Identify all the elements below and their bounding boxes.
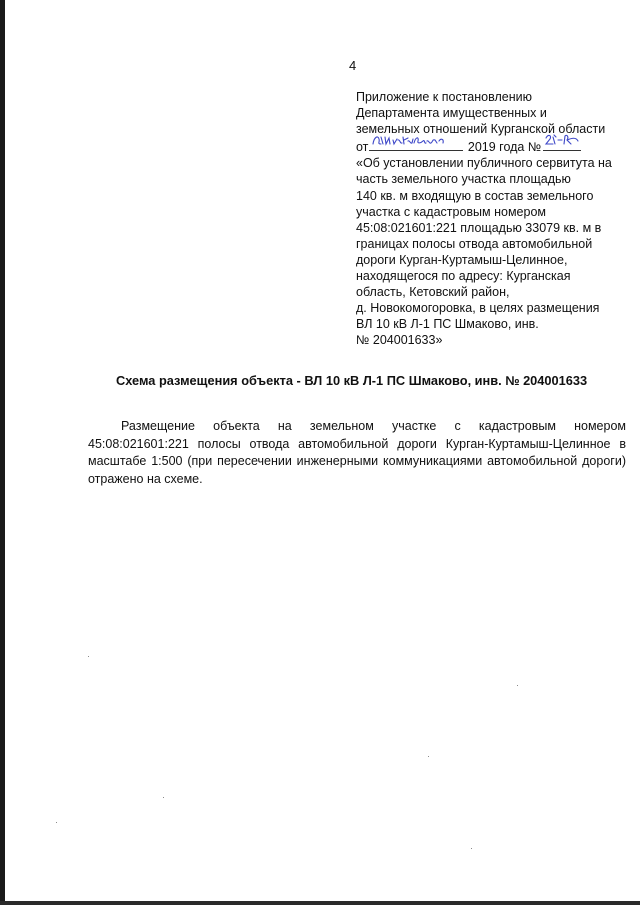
appendix-line: «Об установлении публичного сервитута на <box>356 156 612 171</box>
appendix-line: ВЛ 10 кВ Л-1 ПС Шмаково, инв. <box>356 317 539 332</box>
scan-edge-bottom <box>0 901 640 905</box>
handwritten-date <box>369 137 463 151</box>
appendix-block <box>356 89 626 349</box>
appendix-line: дороги Курган-Куртамыш-Целинное, <box>356 252 568 267</box>
appendix-line: № 204001633» <box>356 333 443 348</box>
appendix-line: 45:08:021601:221 площадью 33079 кв. м в <box>356 220 602 235</box>
appendix-line: Департамента имущественных и <box>356 106 547 121</box>
appendix-line: 140 кв. м входящую в состав земельного <box>356 188 594 203</box>
handwritten-date-signature <box>369 131 463 149</box>
body-paragraph: Размещение объекта на земельном участке с кадастровым номером 45:08:021601:221 полосы отвода автомобильной дороги Курган-Куртамыш-Целинное в масштабе 1:500 (при пересечении инженерными коммуникациями автомобильной дороги) отражено на схеме. <box>88 419 626 486</box>
date-prefix: от <box>356 140 369 155</box>
appendix-date-line <box>356 137 626 155</box>
appendix-line: земельных отношений Курганской области <box>356 122 606 137</box>
appendix-line: область, Кетовский район, <box>356 285 510 300</box>
handwritten-number-signature <box>543 131 581 149</box>
scan-speck <box>88 656 89 657</box>
scan-edge-left <box>0 0 5 905</box>
appendix-line: находящегося по адресу: Курганская <box>356 269 571 284</box>
appendix-line: д. Новокомогоровка, в целях размещения <box>356 301 600 316</box>
scan-speck <box>163 797 164 798</box>
year-number-label: 2019 года № <box>467 140 542 155</box>
appendix-line: границах полосы отвода автомобильной <box>356 236 593 251</box>
scan-speck <box>517 685 518 686</box>
appendix-line: часть земельного участка площадью <box>356 172 571 187</box>
scan-speck <box>56 822 57 823</box>
document-heading: Схема размещения объекта - ВЛ 10 кВ Л-1 ПС Шмаково, инв. № 204001633 <box>116 373 588 388</box>
appendix-line: участка с кадастровым номером <box>356 204 546 219</box>
appendix-line: Приложение к постановлению <box>356 90 532 104</box>
page-number: 4 <box>349 58 357 73</box>
handwritten-number <box>543 137 581 151</box>
scan-speck <box>471 848 472 849</box>
scan-speck <box>428 756 429 757</box>
